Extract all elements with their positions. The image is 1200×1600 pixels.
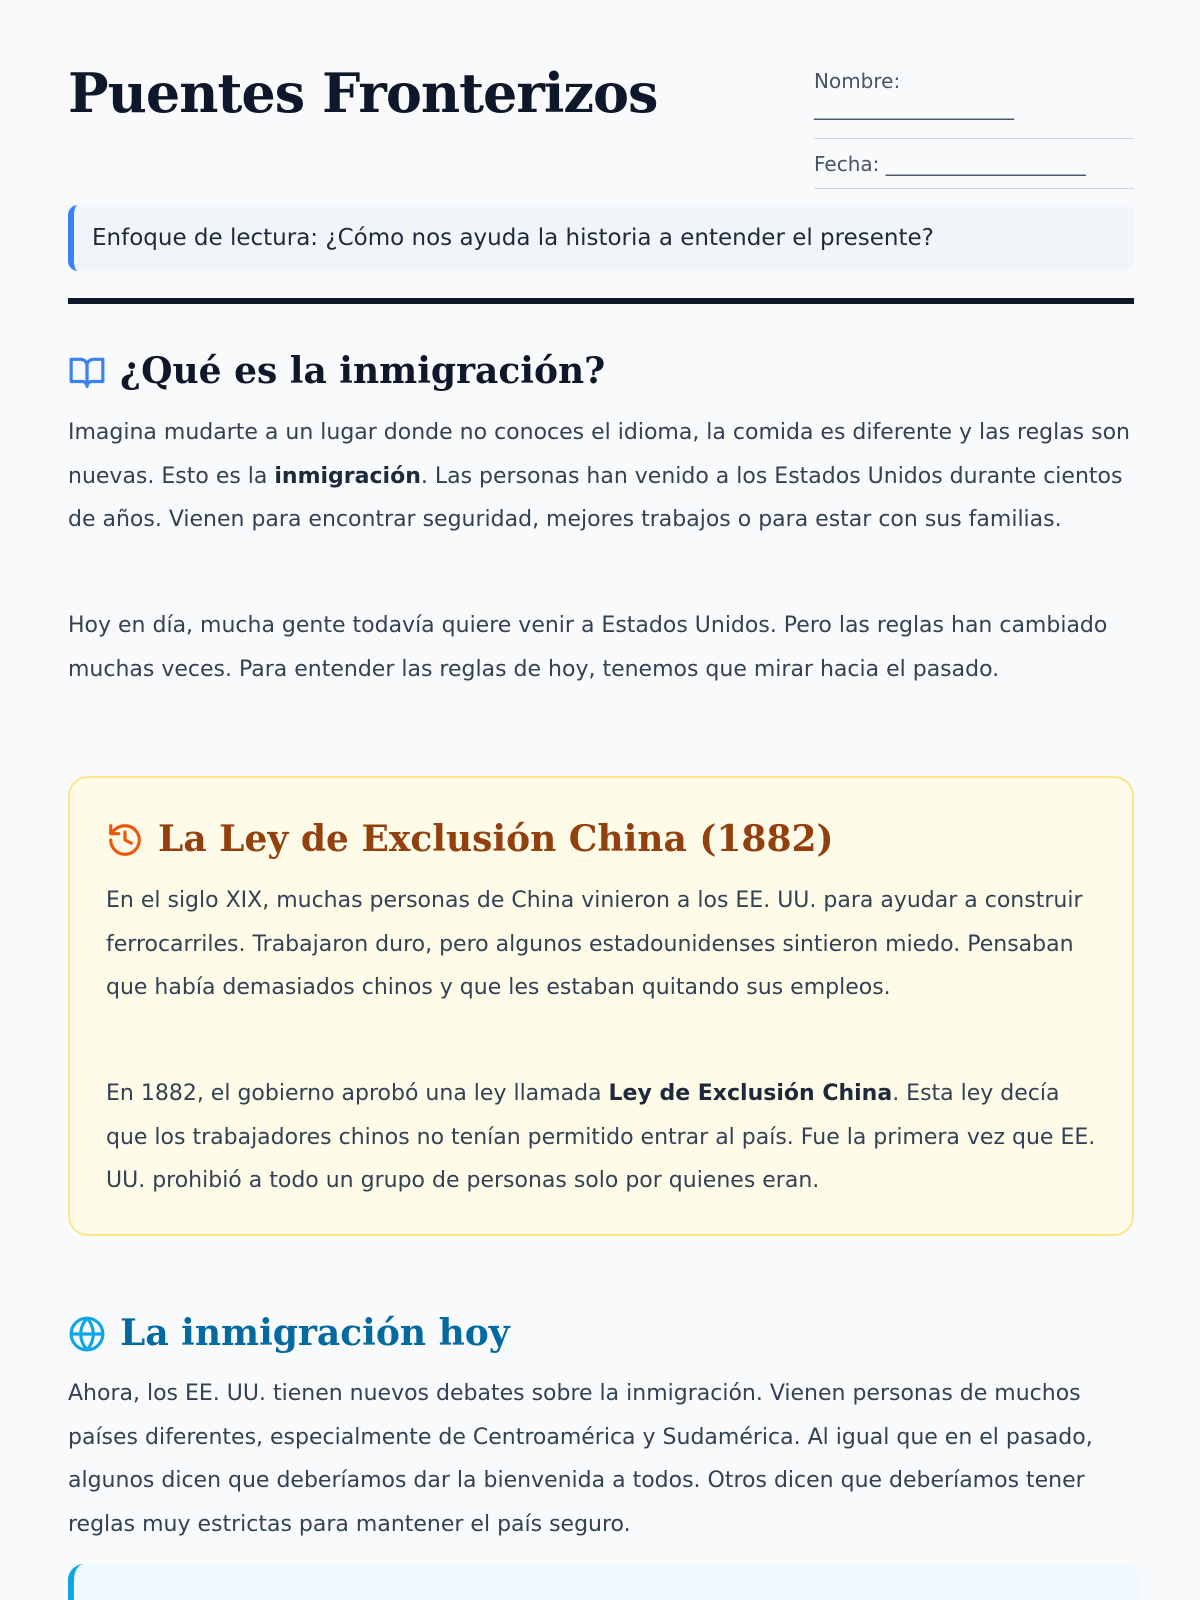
date-blank: ____________________ [885, 152, 1086, 176]
section-today-title: La inmigración hoy [120, 1312, 510, 1354]
page-title: Puentes Fronterizos [68, 61, 658, 125]
book-open-icon [68, 353, 106, 391]
section-history-title: La Ley de Exclusión China (1882) [158, 818, 834, 860]
section-what-paragraph-2: Hoy en día, mucha gente todavía quiere venir a Estados Unidos. Pero las reglas han cambiado muchas veces. Para entender las reglas de hoy, tenemos que mirar hacia el pasado. [68, 613, 1108, 682]
date-label: Fecha: [814, 152, 880, 176]
globe-icon [68, 1315, 106, 1353]
section-today-paragraph-1: Ahora, los EE. UU. tienen nuevos debates sobre la inmigración. Vienen personas de muchos países diferentes, especialmente de Centroamérica y Sudamérica. Al igual que en el pasado, algunos dicen que deberíamos dar la bienvenida a todos. Otros dicen que deberíamos tener reglas muy estrictas para mantener el país seguro. [68, 1381, 1093, 1537]
name-field[interactable] [814, 68, 1134, 139]
reading-focus-text: Enfoque de lectura: ¿Cómo nos ayuda la historia a entender el presente? [92, 225, 934, 251]
section-today-heading [68, 1314, 510, 1354]
term-ley-exclusion: Ley de Exclusión China [608, 1081, 893, 1106]
reading-focus-callout [68, 205, 1134, 271]
section-history-paragraph-1: En el siglo XIX, muchas personas de China vinieron a los EE. UU. para ayudar a construir ferrocarriles. Trabajaron duro, pero algunos estadounidenses sintieron miedo. Pensaban que había demasiados chinos y que les estaban quitando sus empleos. [106, 888, 1083, 1000]
history-icon [106, 821, 144, 859]
section-what-heading [68, 352, 605, 392]
bottom-callout [68, 1564, 1140, 1600]
date-field[interactable] [814, 151, 1134, 189]
term-inmigracion: inmigración [274, 463, 421, 489]
section-history-paragraph-2: En 1882, el gobierno aprobó una ley llamada Ley de Exclusión China. Esta ley decía que los trabajadores chinos no tenían permitido entrar al país. Fue la primera vez que EE. UU. prohibió a todo un grupo de personas solo por quienes eran. [106, 1081, 1096, 1193]
student-info [814, 68, 1134, 201]
name-label: Nombre: [814, 69, 901, 93]
section-what-title: ¿Qué es la inmigración? [120, 350, 606, 392]
history-card [68, 776, 1134, 1236]
name-blank: ____________________ [814, 96, 1014, 120]
section-history-heading [106, 820, 834, 860]
section-what-paragraph-1: Imagina mudarte a un lugar donde no conoces el idioma, la comida es diferente y las reglas son nuevas. Esto es la inmigración. Las personas han venido a los Estados Unidos durante cientos de años. Vienen para encontrar seguridad, mejores trabajos o para estar con sus familias. [68, 420, 1131, 532]
header-divider [68, 298, 1134, 304]
